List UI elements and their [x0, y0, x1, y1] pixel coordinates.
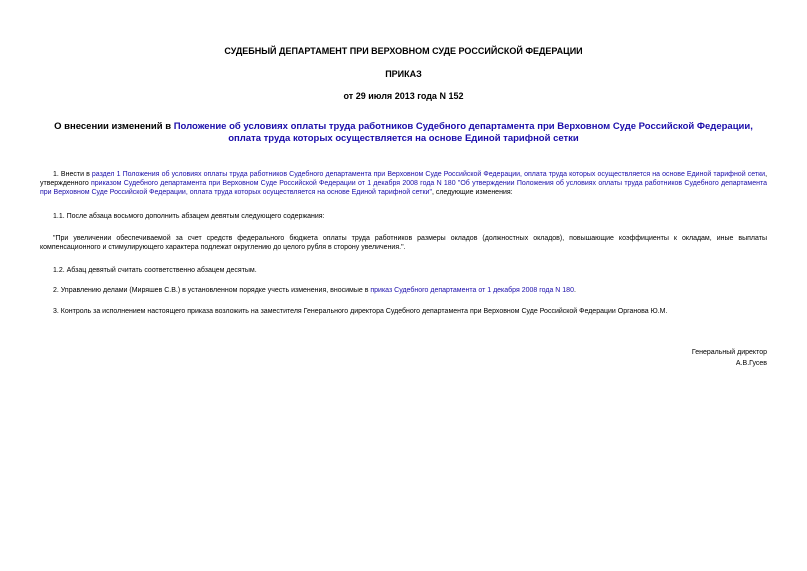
title-prefix: О внесении изменений в — [54, 121, 174, 132]
paragraph-1 — [40, 170, 767, 197]
paragraph-3: 3. Контроль за исполнением настоящего приказа возложить на заместителя Генерального директора Судебного департамента при Верховном Суде Российской Федерации Органова Ю.М. — [53, 308, 668, 315]
section-1-link[interactable]: раздел 1 Положения об условиях оплаты труда работников Судебного департамента при Верховном Суде Российской Федерации, оплата труда которых осуществляется на основе Единой тарифной сетки — [91, 171, 766, 178]
order-link[interactable]: приказ Судебного департамента от 1 декабря 2008 года N 180 — [370, 287, 574, 294]
document-date-number: от 29 июля 2013 года N 152 — [343, 91, 464, 101]
paragraph-2 — [40, 286, 767, 295]
department-heading: СУДЕБНЫЙ ДЕПАРТАМЕНТ ПРИ ВЕРХОВНОМ СУДЕ РОССИЙСКОЙ ФЕДЕРАЦИИ — [224, 46, 583, 56]
document-title — [40, 121, 767, 145]
paragraph-2-text-a: 2. Управлению делами (Миряшев С.В.) в установленном порядке учесть изменения, вносимые в — [53, 287, 371, 294]
paragraph-2-text-b: . — [573, 287, 576, 294]
signatory-position: Генеральный директор — [691, 349, 767, 356]
title-link[interactable]: Положение об условиях оплаты труда работников Судебного департамента при Верховном Суде Российской Федерации, оплата труда которых осуществляется на основе Единой тарифной сетки — [173, 121, 753, 144]
order-180-link[interactable]: приказом Судебного департамента при Верховном Суде Российской Федерации от 1 декабря 2008 года N 180 "Об утверждении Положения об условиях оплаты труда работников Судебного департамента при Верховном Суде Российской Федерации, оплата труда которых осуществляется на основе Единой тарифной сетки" — [40, 180, 767, 196]
document-type: ПРИКАЗ — [385, 69, 422, 79]
amendment-quote: "При увеличении обеспечиваемой за счет средств федерального бюджета оплаты труда работников размеры окладов (должностных окладов), повышающие коэффициенты к окладам, иные выплаты компенсационного и стимулирующего характера подлежат округлению до целого рубля в сторону увеличения.". — [40, 235, 767, 251]
paragraph-1-text-c: , следующие изменения: — [431, 189, 513, 196]
signatory-name: А.В.Гусев — [735, 360, 767, 367]
paragraph-1-1: 1.1. После абзаца восьмого дополнить абзацем девятым следующего содержания: — [53, 213, 325, 220]
paragraph-1-2: 1.2. Абзац девятый считать соответственно абзацем десятым. — [53, 267, 257, 274]
paragraph-1-text-a: 1. Внести в — [53, 171, 92, 178]
signature-block — [692, 347, 767, 369]
paragraph-1-text-b: , утвержденного — [40, 171, 768, 187]
